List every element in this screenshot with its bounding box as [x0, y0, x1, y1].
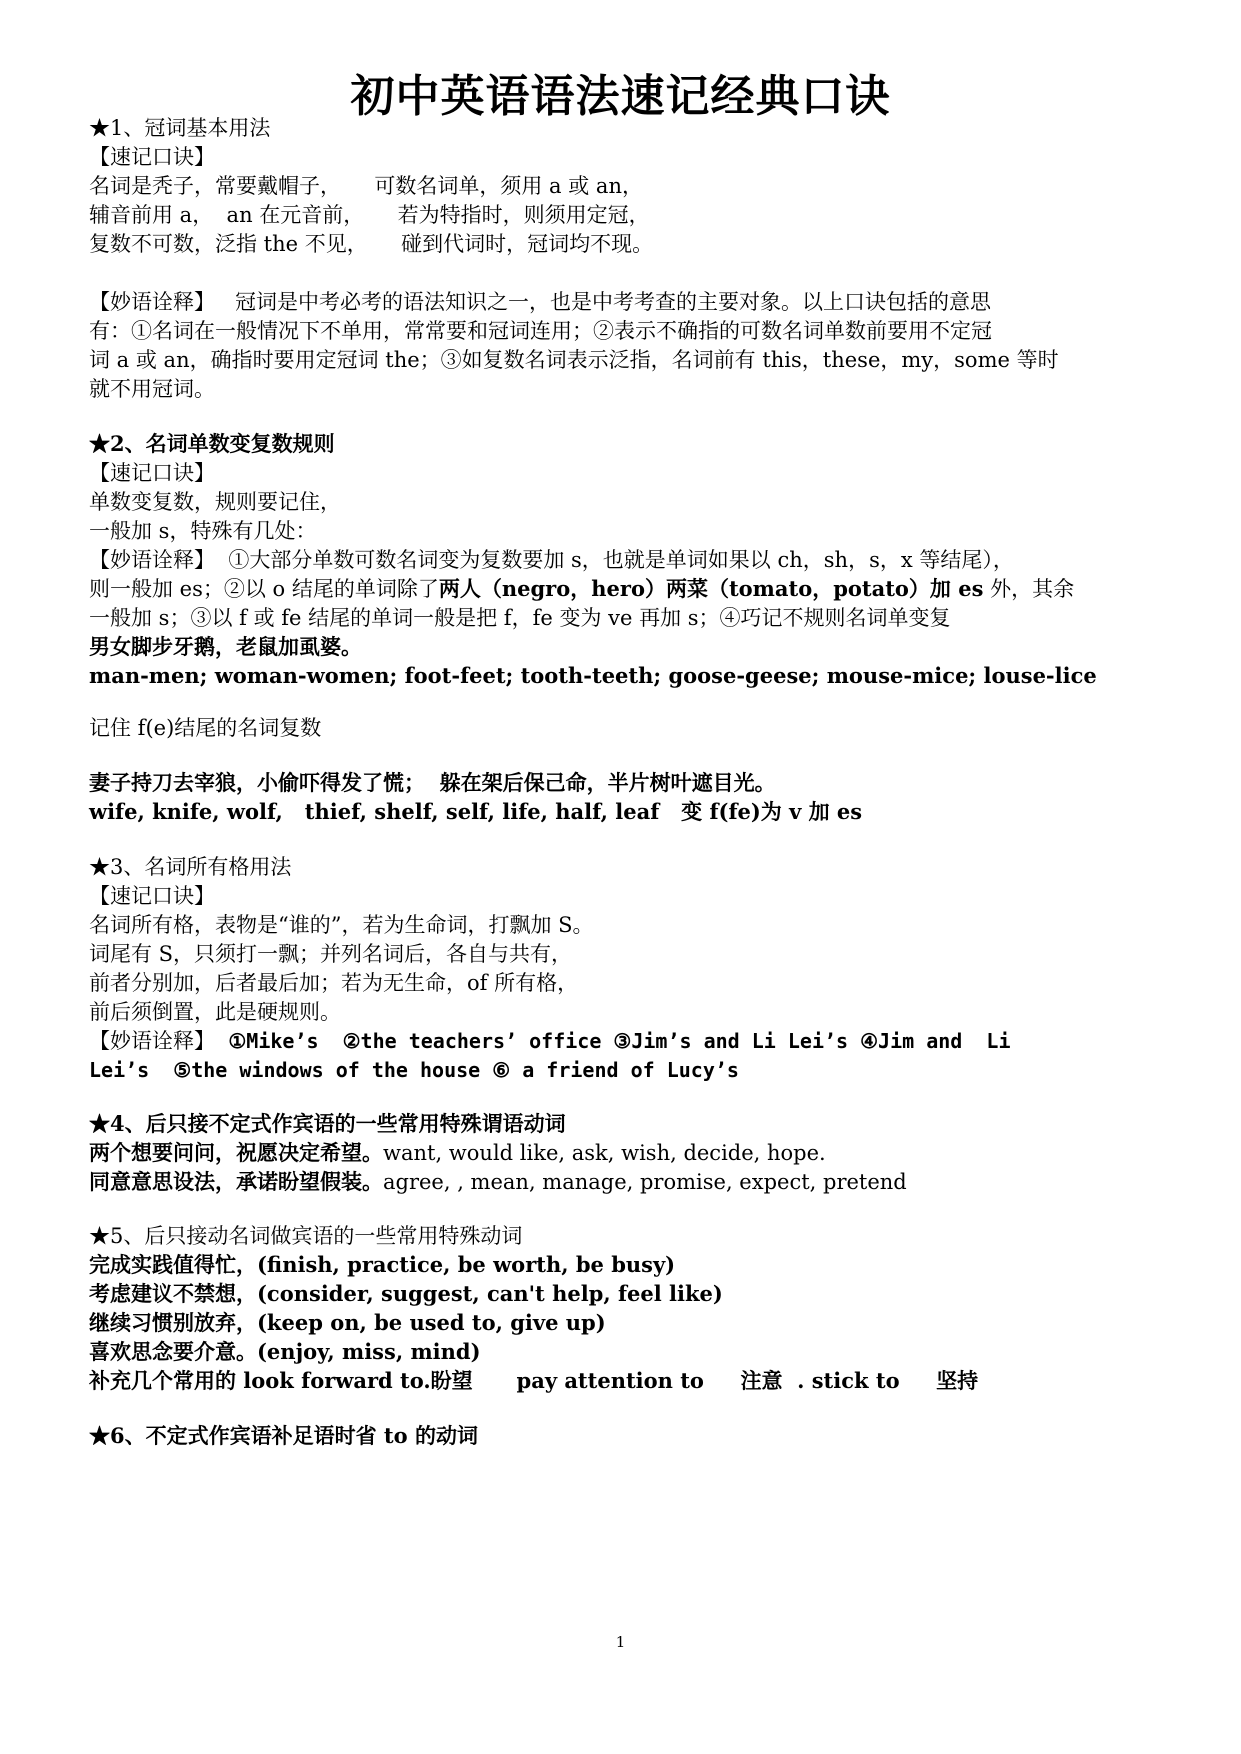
section-3-line: 前后须倒置，此是硬规则。 [89, 1000, 341, 1024]
section-5-heading: ★5、后只接动名词做宾语的一些常用特殊动词 [89, 1224, 523, 1248]
page-title: 初中英语语法速记经典口诀 [350, 71, 891, 122]
section-3-line: 前者分别加，后者最后加；若为无生命，of 所有格， [89, 971, 579, 995]
section-1-explain: 有：①名词在一般情况下不单用，常常要和冠词连用；②表示不确指的可数名词单数前要用不定冠 [89, 319, 992, 343]
section-3-mnemonic-label: 【速记口诀】 [89, 884, 215, 908]
section-5-line: 考虑建议不禁想，(consider, suggest, can't help, feel like) [89, 1281, 723, 1306]
page-number: 1 [615, 1633, 626, 1651]
section-1-mnemonic-label: 【速记口诀】 [89, 145, 215, 169]
section-2-explain: 一般加 s；③以 f 或 fe 结尾的单词一般是把 f，fe 变为 ve 再加 s；④巧记不规则名词单变复 [89, 606, 951, 630]
section-1-line: 名词是秃子，常要戴帽子， 可数名词单，须用 a 或 an， [89, 174, 643, 198]
section-1-explain: 词 a 或 an，确指时要用定冠词 the；③如复数名词表示泛指，名词前有 this，these，my，some 等时 [89, 348, 1059, 372]
section-4-line-en: agree, , mean, manage, promise, expect, pretend [383, 1170, 907, 1194]
section-3-explain-label: 【妙语诠释】 [89, 1029, 229, 1053]
section-2-irregular-plurals: man-men; woman-women; foot-feet; tooth-teeth; goose-geese; mouse-mice; louse-lice [89, 663, 1097, 688]
section-2-fe-note: 记住 f(e)结尾的名词复数 [89, 716, 322, 740]
section-6-heading: ★6、不定式作宾语补足语时省 to 的动词 [89, 1423, 478, 1448]
section-1-explain: 【妙语诠释】 冠词是中考必考的语法知识之一，也是中考考查的主要对象。以上口诀包括的意思 [89, 290, 992, 314]
section-2-heading: ★2、名词单数变复数规则 [89, 431, 335, 456]
section-5-line: 继续习惯别放弃，(keep on, be used to, give up) [89, 1310, 606, 1335]
section-2-fe-rhyme: 妻子持刀去宰狼，小偷吓得发了慌； 躲在架后保己命，半片树叶遮目光。 [89, 770, 776, 795]
section-4-line-cn: 同意意思设法，承诺盼望假装。 [89, 1169, 383, 1194]
section-5-line: 喜欢思念要介意。(enjoy, miss, mind) [89, 1339, 481, 1364]
section-4-line [89, 1167, 907, 1197]
section-2-explain-part: 外，其余 [983, 577, 1075, 601]
section-2-mnemonic-label: 【速记口诀】 [89, 461, 215, 485]
section-1-heading: ★1、冠词基本用法 [89, 116, 271, 140]
section-5-line: 完成实践值得忙，(finish, practice, be worth, be busy) [89, 1252, 676, 1277]
section-2-explain: 【妙语诠释】 ①大部分单数可数名词变为复数要加 s，也就是单词如果以 ch，sh，s，x 等结尾）， [89, 548, 1014, 572]
section-2-line: 一般加 s，特殊有几处： [89, 519, 317, 543]
section-2-explain-bold-part: 两人（negro，hero）两菜（tomato，potato）加 es [438, 576, 984, 601]
section-3-heading: ★3、名词所有格用法 [89, 855, 292, 879]
section-5-line: 补充几个常用的 look forward to.盼望 pay attention to 注意 . stick to 坚持 [89, 1368, 979, 1393]
section-2-explain-part: 则一般加 es；②以 o 结尾的单词除了 [89, 577, 439, 601]
section-3-examples-text: ①Mike’s ②the teachers’ office ③Jim’s and Li Lei’s ④Jim and Li [228, 1029, 1011, 1053]
section-2-line: 单数变复数，规则要记住， [89, 490, 341, 514]
section-4-heading: ★4、后只接不定式作宾语的一些常用特殊谓语动词 [89, 1111, 566, 1136]
section-4-line [89, 1138, 826, 1168]
section-3-examples-cont: Lei’s ⑤the windows of the house ⑥ a friend of Lucy’s [89, 1058, 739, 1082]
section-1-line: 辅音前用 a， an 在元音前， 若为特指时，则须用定冠， [89, 203, 650, 227]
section-4-line-en: want, would like, ask, wish, decide, hope. [383, 1141, 826, 1165]
section-2-rhyme: 男女脚步牙鹅，老鼠加虱婆。 [89, 634, 362, 659]
section-4-line-cn: 两个想要问问，祝愿决定希望。 [89, 1140, 383, 1165]
section-2-fe-words: wife, knife, wolf, thief, shelf, self, life, half, leaf 变 f(fe)为 v 加 es [89, 799, 863, 824]
section-3-examples [89, 1026, 1011, 1056]
section-2-explain-mixed [89, 574, 1074, 604]
section-3-line: 名词所有格，表物是“谁的”，若为生命词，打飘加 S。 [89, 913, 594, 937]
section-1-line: 复数不可数，泛指 the 不见， 碰到代词时，冠词均不现。 [89, 232, 654, 256]
section-1-explain: 就不用冠词。 [89, 377, 215, 401]
section-3-line: 词尾有 S，只须打一飘；并列名词后，各自与共有， [89, 942, 573, 966]
